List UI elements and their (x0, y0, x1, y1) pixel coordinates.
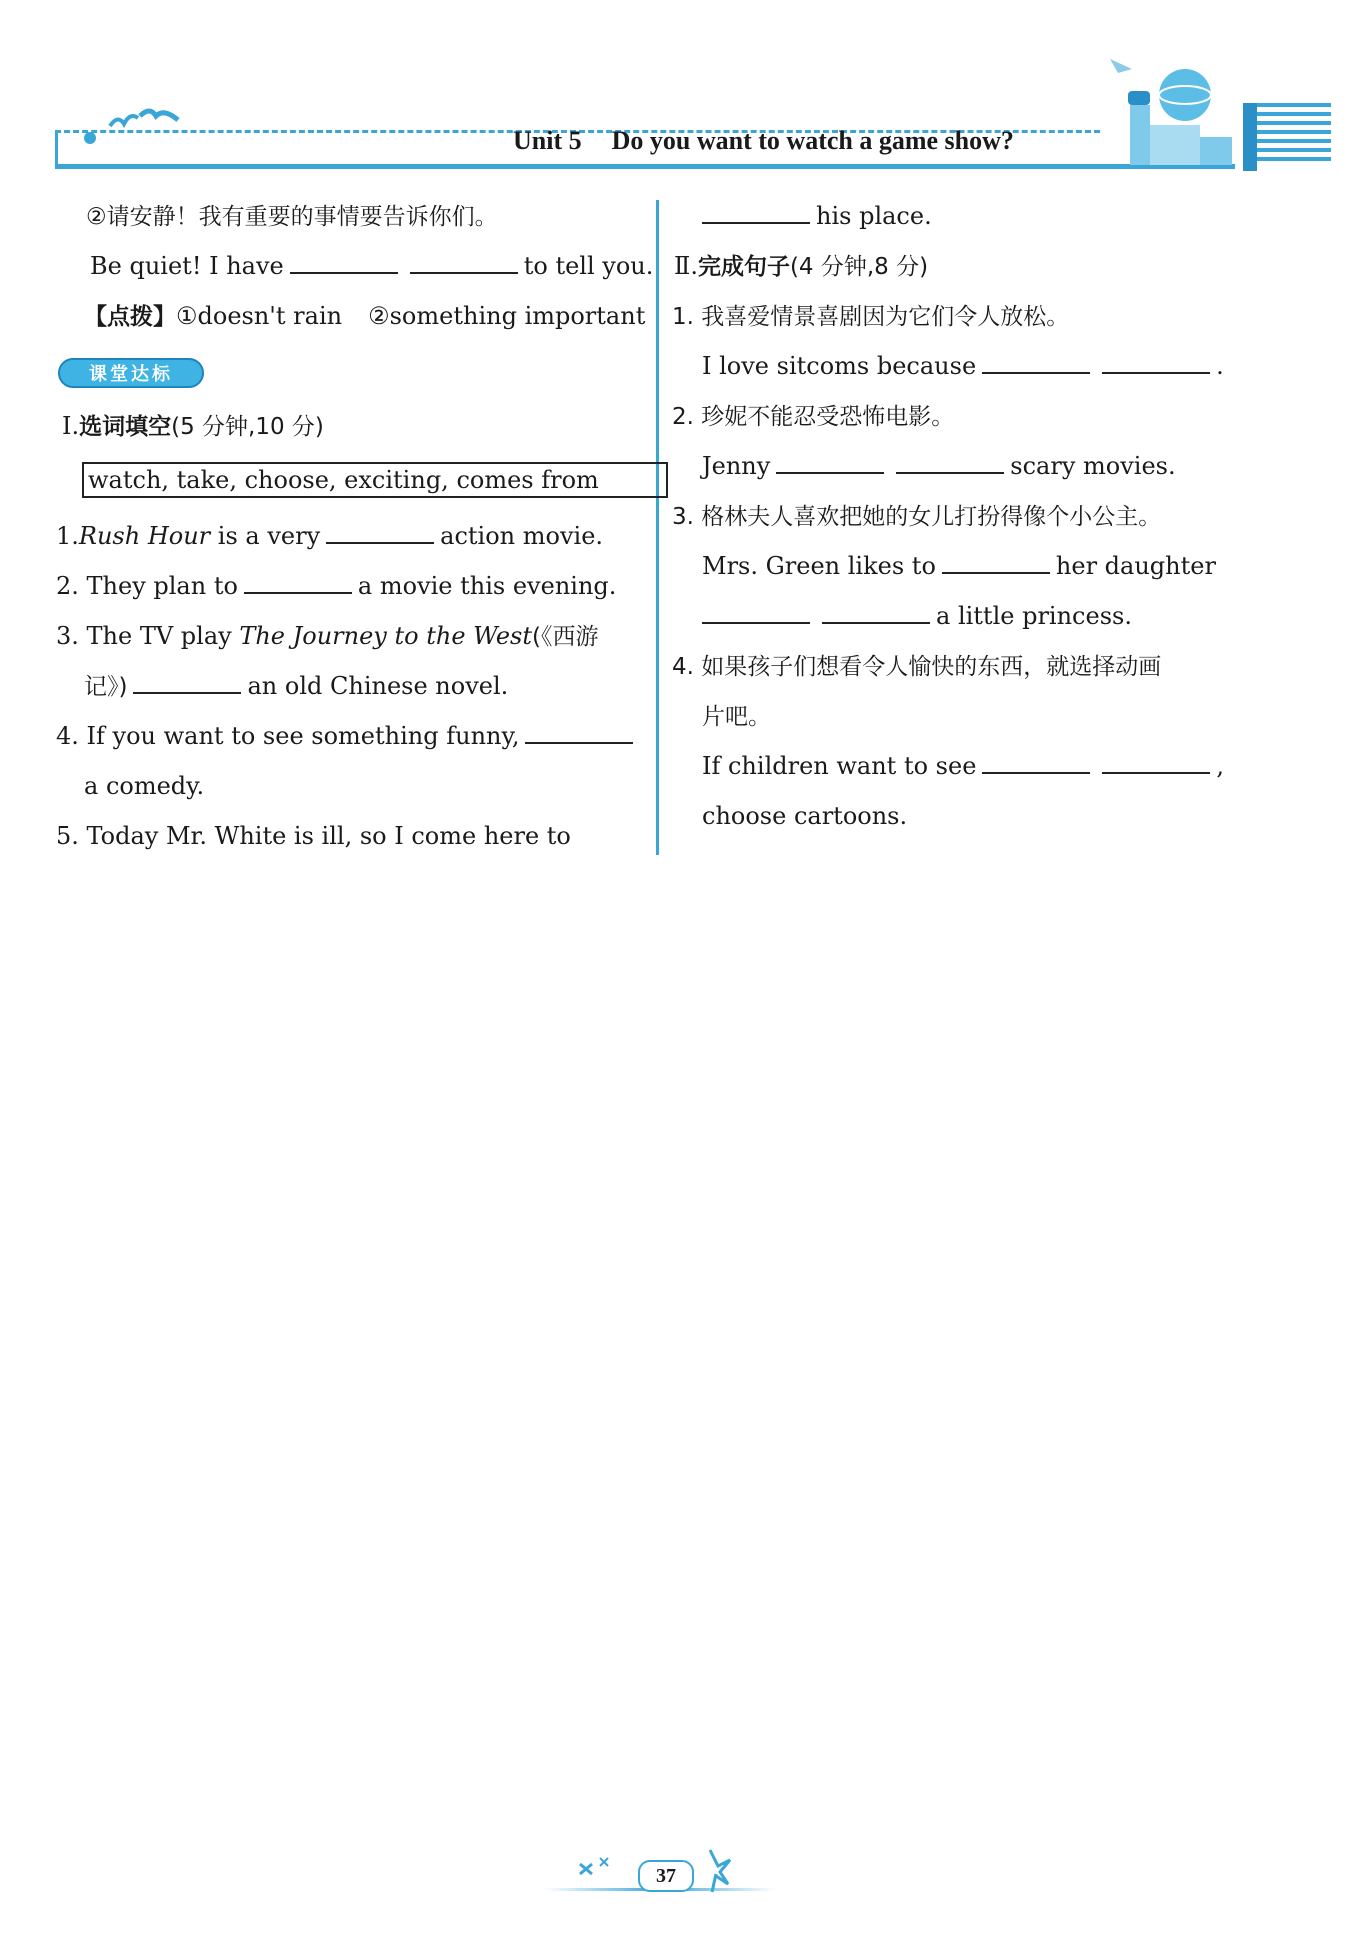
question-3-cn: 3. 格林夫人喜欢把她的女儿打扮得像个小公主。 (672, 504, 1162, 530)
translation-item: ②请安静！我有重要的事情要告诉你们。 (86, 204, 498, 230)
answer-blank[interactable] (702, 600, 810, 624)
question-5: 5. Today Mr. White is ill, so I come here to (56, 822, 571, 850)
answer-blank[interactable] (244, 570, 352, 594)
column-divider (656, 200, 659, 855)
section-heading: Ⅱ.完成句子(4 分钟,8 分) (674, 252, 929, 280)
question-1-en: I love sitcoms because . (702, 352, 1224, 380)
header-rule (55, 164, 1235, 169)
section-badge: 课堂达标 (58, 358, 204, 388)
question-3: 3. The TV play The Journey to the West(《西游 (56, 622, 599, 650)
answer-blank[interactable] (896, 450, 1004, 474)
page-number: 37 (638, 1860, 694, 1892)
question-4-cont: a comedy. (84, 772, 205, 800)
question-1-cn: 1. 我喜爱情景喜剧因为它们令人放松。 (672, 304, 1070, 330)
header-block (1243, 103, 1257, 171)
question-5-cont: his place. (702, 200, 932, 232)
answer-blank[interactable] (982, 750, 1090, 774)
unit-label: Unit 5 (513, 126, 582, 155)
question-3-en-cont: a little princess. (702, 600, 1132, 632)
fill-sentence: Be quiet! I have to tell you. (90, 252, 654, 280)
answer-blank[interactable] (326, 520, 434, 544)
hint-line: 【点拨】①doesn't rain ②something important (84, 302, 646, 330)
answer-blank[interactable] (702, 200, 810, 224)
answer-blank[interactable] (410, 250, 518, 274)
answer-blank[interactable] (1102, 750, 1210, 774)
globe-telescope-icon (1110, 55, 1240, 175)
answer-blank[interactable] (982, 350, 1090, 374)
question-4: 4. If you want to see something funny, (56, 720, 639, 752)
question-4-en: If children want to see , (702, 752, 1225, 780)
answer-blank[interactable] (290, 250, 398, 274)
answer-blank[interactable] (1102, 350, 1210, 374)
answer-blank[interactable] (525, 720, 633, 744)
question-2-en: Jenny scary movies. (702, 452, 1176, 480)
question-4-en-cont: choose cartoons. (702, 802, 908, 830)
answer-blank[interactable] (822, 600, 930, 624)
question-4-cn-cont: 片吧。 (702, 704, 771, 730)
header-dot (84, 132, 96, 144)
word-bank: watch, take, choose, exciting, comes from (82, 462, 668, 498)
page-title (513, 126, 1014, 156)
question-1: 1.Rush Hour is a very action movie. (56, 522, 604, 550)
answer-blank[interactable] (942, 550, 1050, 574)
question-4-cn: 4. 如果孩子们想看令人愉快的东西，就选择动画 (672, 654, 1162, 680)
answer-blank[interactable] (133, 670, 241, 694)
answer-blank[interactable] (776, 450, 884, 474)
question-2: 2. They plan to a movie this evening. (56, 572, 617, 600)
question-3-cont: 记》) an old Chinese novel. (84, 672, 509, 700)
section-heading: Ⅰ.选词填空(5 分钟,10 分) (62, 412, 324, 440)
unit-title: Do you want to watch a game show? (611, 126, 1014, 155)
question-3-en: Mrs. Green likes to her daughter (702, 552, 1216, 580)
question-2-cn: 2. 珍妮不能忍受恐怖电影。 (672, 404, 955, 430)
